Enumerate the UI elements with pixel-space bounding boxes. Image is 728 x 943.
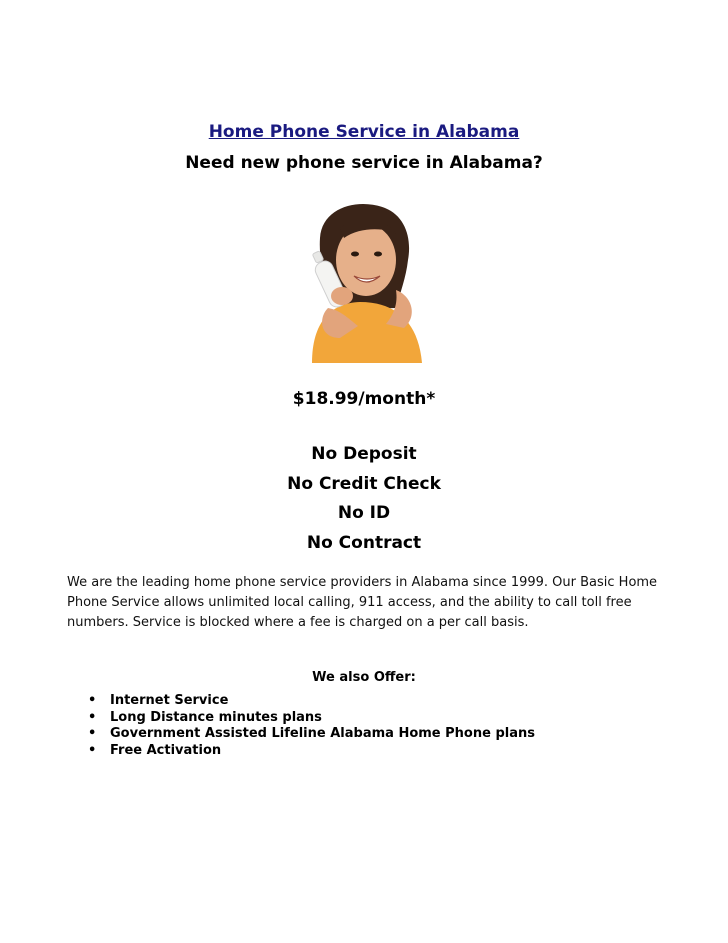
offers-list — [88, 693, 535, 759]
page-title-link[interactable]: Home Phone Service in Alabama — [208, 122, 520, 142]
bullet-icon: • — [88, 726, 97, 741]
page-subtitle: Need new phone service in Alabama? — [185, 153, 543, 173]
intro-paragraph: We are the leading home phone service providers in Alabama since 1999. Our Basic Home Phone Service allows unlimited local calling, 911 access, and the ability to call toll free numbers. Service is blocked where a fee is charged on a per call basis. — [67, 575, 658, 630]
bullet-icon: • — [88, 709, 97, 725]
offers-heading: We also Offer: — [312, 670, 416, 685]
list-item — [88, 726, 535, 743]
list-item — [88, 743, 535, 760]
list-item — [88, 693, 535, 710]
feature-item: No ID — [337, 503, 391, 523]
offer-text: Long Distance minutes plans — [110, 709, 322, 725]
feature-item: No Deposit — [311, 444, 417, 464]
bullet-icon: • — [88, 693, 97, 708]
offer-text: Free Activation — [110, 742, 222, 758]
offer-text: Government Assisted Lifeline Alabama Home Phone plans — [110, 726, 535, 741]
offer-text: Internet Service — [110, 693, 229, 708]
feature-item: No Contract — [306, 532, 422, 553]
price-label: $18.99/month* — [292, 389, 436, 409]
bullet-icon: • — [88, 742, 97, 758]
girl-on-phone-photo — [300, 198, 430, 363]
feature-item: No Credit Check — [287, 473, 441, 494]
feature-list — [0, 440, 728, 558]
list-item — [88, 710, 535, 727]
